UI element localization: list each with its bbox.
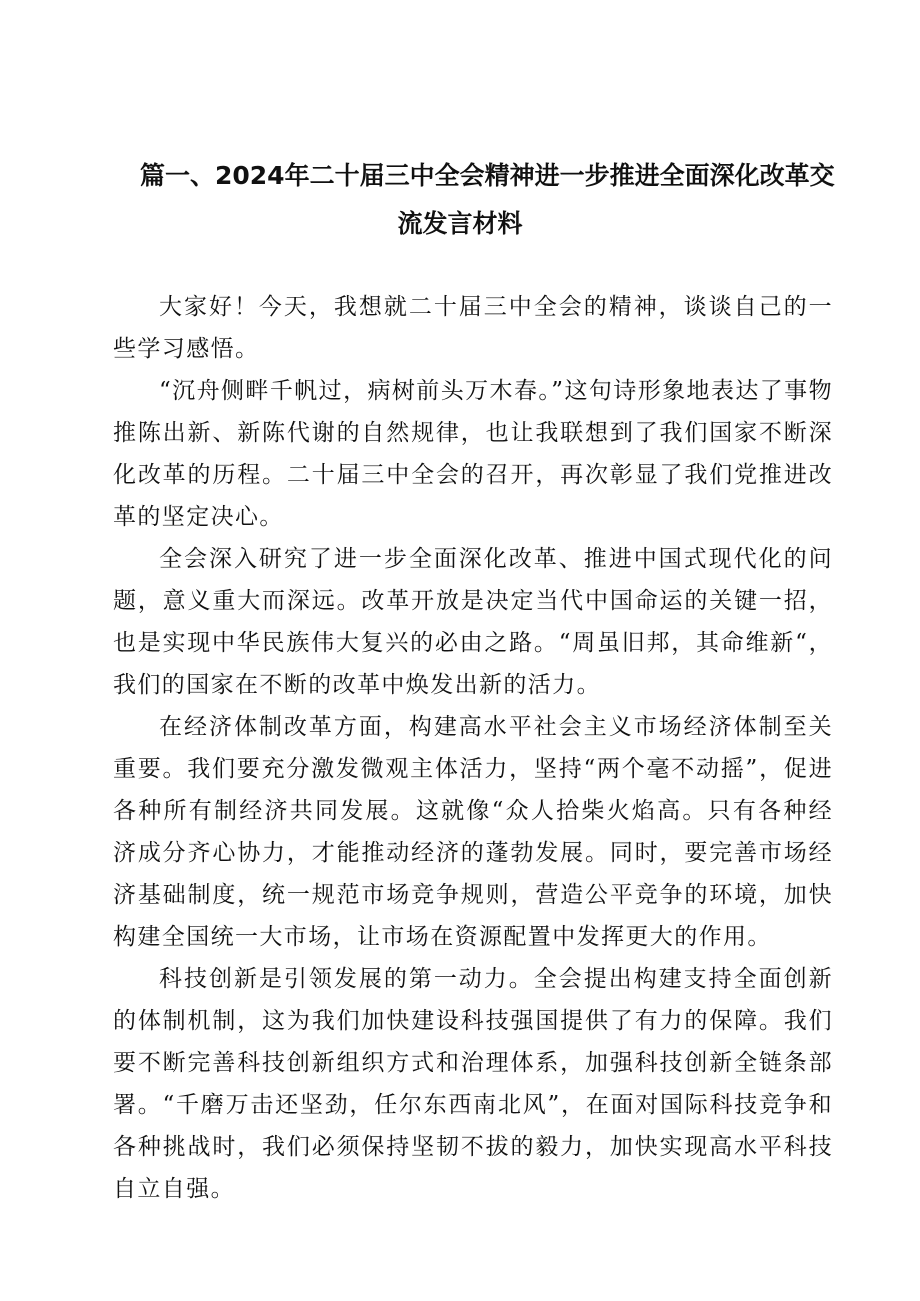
title-line-1: 篇一、2024年二十届三中全会精神进一步推进全面深化改革交	[140, 161, 835, 190]
document-body	[113, 286, 833, 1210]
title-line-2: 流发言材料	[397, 209, 523, 238]
paragraph-poem: “沉舟侧畔千帆过，病树前头万木春。”这句诗形象地表达了事物推陈出新、新陈代谢的自然规律，也让我联想到了我们国家不断深化改革的历程。二十届三中全会的召开，再次彰显了我们党推进改革的坚定决心。	[113, 378, 833, 530]
paragraph-technology: 科技创新是引领发展的第一动力。全会提出构建支持全面创新的体制机制，这为我们加快建设科技强国提供了有力的保障。我们要不断完善科技创新组织方式和治理体系，加强科技创新全链条部署。“千磨万击还坚劲，任尔东西南北风”，在面对国际科技竞争和各种挑战时，我们必须保持坚韧不拔的毅力，加快实现高水平科技自立自强。	[113, 966, 833, 1202]
paragraph-reform: 全会深入研究了进一步全面深化改革、推进中国式现代化的问题，意义重大而深远。改革开放是决定当代中国命运的关键一招，也是实现中华民族伟大复兴的必由之路。“周虽旧邦，其命维新“，我们的国家在不断的改革中焕发出新的活力。	[113, 546, 833, 698]
document-title	[140, 152, 835, 248]
paragraph-greeting: 大家好！今天，我想就二十届三中全会的精神，谈谈自己的一些学习感悟。	[113, 294, 833, 362]
paragraph-economy: 在经济体制改革方面，构建高水平社会主义市场经济体制至关重要。我们要充分激发微观主体活力，坚持“两个毫不动摇”，促进各种所有制经济共同发展。这就像“众人拾柴火焰高。只有各种经济成分齐心协力，才能推动经济的蓬勃发展。同时，要完善市场经济基础制度，统一规范市场竞争规则，营造公平竞争的环境，加快构建全国统一大市场，让市场在资源配置中发挥更大的作用。	[113, 714, 833, 950]
